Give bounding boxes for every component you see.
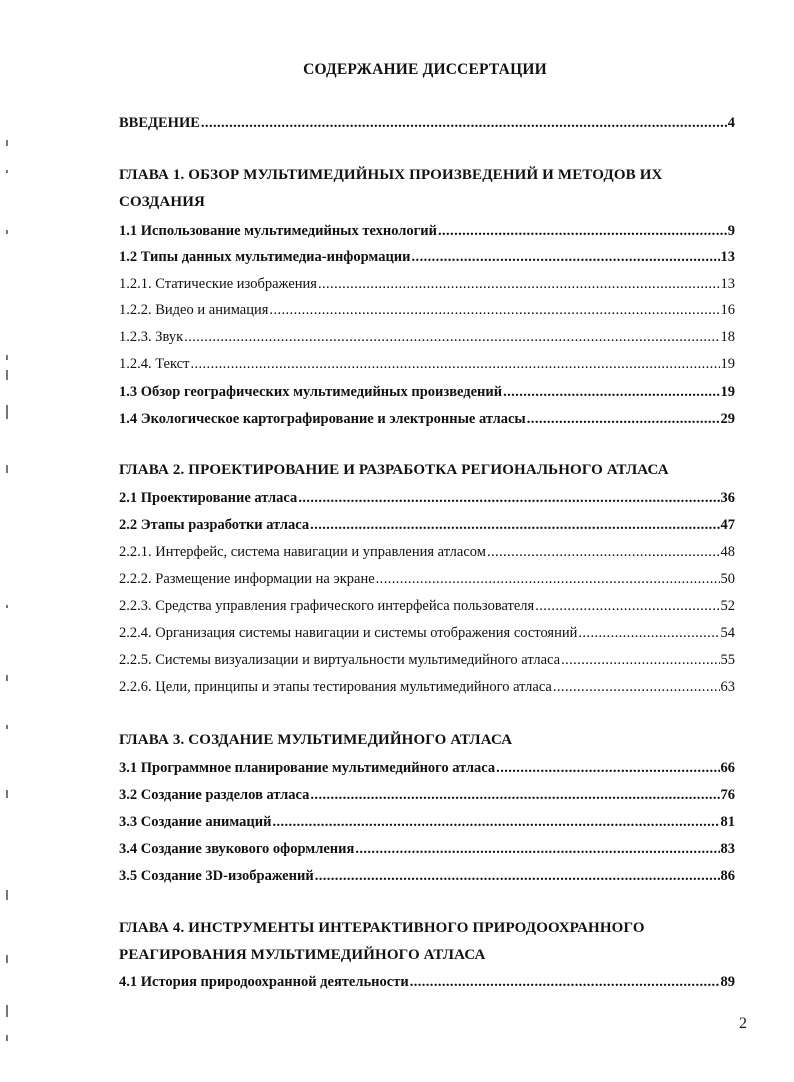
toc-entry-label: 2.2.1. Интерфейс, система навигации и управления атласом	[119, 544, 486, 560]
toc-entry-2-2-3[interactable]	[119, 597, 735, 615]
toc-entry-label: 3.5 Создание 3D-изображений	[119, 868, 314, 884]
scan-edge-marks	[6, 130, 14, 1060]
leader-dots	[561, 651, 719, 669]
toc-entry-label: 1.2 Типы данных мультимедиа-информации	[119, 249, 411, 265]
leader-dots	[438, 222, 727, 240]
toc-entry-2-2-4[interactable]	[119, 624, 735, 642]
toc-entry-label: 1.2.4. Текст	[119, 356, 190, 372]
toc-entry-page: 48	[720, 544, 735, 560]
leader-dots	[184, 328, 719, 346]
page-number: 2	[739, 1015, 747, 1032]
page-title: СОДЕРЖАНИЕ ДИССЕРТАЦИИ	[303, 61, 547, 78]
toc-entry-page: 81	[720, 814, 735, 830]
toc-entry-page: 66	[720, 760, 735, 776]
toc-entry-2-1[interactable]	[119, 489, 735, 507]
toc-entry-3-4[interactable]	[119, 840, 735, 858]
toc-entry-3-1[interactable]	[119, 759, 735, 777]
toc-entry-page: 52	[720, 598, 735, 614]
toc-entry-page: 47	[720, 517, 735, 533]
leader-dots	[201, 114, 727, 132]
toc-entry-page: 55	[720, 652, 735, 668]
toc-entry-2-2-1[interactable]	[119, 543, 735, 561]
leader-dots	[355, 840, 719, 858]
leader-dots	[318, 275, 720, 293]
chapter-2-title: ГЛАВА 2. ПРОЕКТИРОВАНИЕ И РАЗРАБОТКА РЕГИОНАЛЬНОГО АТЛАСА	[119, 462, 669, 478]
toc-entry-1-2-1[interactable]	[119, 275, 735, 293]
leader-dots	[190, 355, 719, 373]
leader-dots	[298, 489, 719, 507]
toc-entry-label: 1.4 Экологическое картографирование и электронные атласы	[119, 411, 526, 427]
toc-entry-label: ВВЕДЕНИЕ	[119, 115, 200, 131]
toc-entry-3-2[interactable]	[119, 786, 735, 804]
chapter-1-title: ГЛАВА 1. ОБЗОР МУЛЬТИМЕДИЙНЫХ ПРОИЗВЕДЕНИЙ И МЕТОДОВ ИХ	[119, 167, 663, 183]
leader-dots	[553, 678, 720, 696]
leader-dots	[503, 383, 719, 401]
leader-dots	[376, 570, 720, 588]
toc-entry-label: 3.2 Создание разделов атласа	[119, 787, 310, 803]
toc-entry-label: 3.1 Программное планирование мультимедийного атласа	[119, 760, 496, 776]
toc-entry-3-3[interactable]	[119, 813, 735, 831]
toc-entry-page: 18	[720, 329, 735, 345]
toc-entry-page: 16	[720, 302, 735, 318]
toc-entry-page: 36	[720, 490, 735, 506]
toc-entry-1-4[interactable]	[119, 410, 735, 428]
leader-dots	[487, 543, 720, 561]
toc-entry-label: 2.1 Проектирование атласа	[119, 490, 298, 506]
leader-dots	[527, 410, 720, 428]
leader-dots	[535, 597, 719, 615]
toc-entry-label: 2.2.2. Размещение информации на экране	[119, 571, 375, 587]
toc-entry-1-3[interactable]	[119, 383, 735, 401]
toc-entry-3-5[interactable]	[119, 867, 735, 885]
toc-entry-page: 86	[720, 868, 735, 884]
leader-dots	[315, 867, 720, 885]
chapter-4-heading	[119, 915, 739, 969]
toc-entry-page: 54	[720, 625, 735, 641]
leader-dots	[310, 516, 719, 534]
toc-entry-page: 76	[720, 787, 735, 803]
toc-entry-page: 19	[720, 384, 735, 400]
toc-entry-label: 1.2.3. Звук	[119, 329, 184, 345]
toc-entry-1-2-2[interactable]	[119, 301, 735, 319]
toc-entry-page: 89	[720, 974, 735, 990]
leader-dots	[272, 813, 719, 831]
toc-entry-label: 1.3 Обзор географических мультимедийных произведений	[119, 384, 503, 400]
toc-entry-page: 50	[720, 571, 735, 587]
toc-entry-1-1[interactable]	[119, 222, 735, 240]
toc-entry-label: 2.2.4. Организация системы навигации и системы отображения состояний	[119, 625, 578, 641]
toc-entry-label: 2.2 Этапы разработки атласа	[119, 517, 310, 533]
chapter-4-title: ГЛАВА 4. ИНСТРУМЕНТЫ ИНТЕРАКТИВНОГО ПРИРОДООХРАННОГО	[119, 920, 645, 936]
chapter-3-heading	[119, 727, 739, 754]
leader-dots	[310, 786, 719, 804]
chapter-4-title-continued: РЕАГИРОВАНИЯ МУЛЬТИМЕДИЙНОГО АТЛАСА	[119, 947, 486, 963]
toc-entry-2-2-5[interactable]	[119, 651, 735, 669]
toc-entry-2-2-6[interactable]	[119, 678, 735, 696]
toc-entry-label: 1.2.2. Видео и анимация	[119, 302, 269, 318]
toc-entry-label: 2.2.6. Цели, принципы и этапы тестирования мультимедийного атласа	[119, 679, 552, 695]
leader-dots	[496, 759, 719, 777]
toc-entry-2-2-2[interactable]	[119, 570, 735, 588]
toc-entry-page: 4	[727, 115, 735, 131]
toc-entry-label: 2.2.3. Средства управления графического интерфейса пользователя	[119, 598, 535, 614]
toc-entry-label: 3.3 Создание анимаций	[119, 814, 272, 830]
chapter-2-heading	[119, 457, 739, 484]
toc-entry-label: 3.4 Создание звукового оформления	[119, 841, 355, 857]
toc-entry-page: 13	[720, 249, 735, 265]
toc-entry-2-2[interactable]	[119, 516, 735, 534]
toc-entry-page: 83	[720, 841, 735, 857]
leader-dots	[410, 973, 720, 991]
chapter-1-title-continued: СОЗДАНИЯ	[119, 194, 206, 210]
toc-entry-label: 4.1 История природоохранной деятельности	[119, 974, 409, 990]
leader-dots	[269, 301, 719, 319]
toc-entry-label: 1.2.1. Статические изображения	[119, 276, 317, 292]
toc-entry-label: 1.1 Использование мультимедийных технологий	[119, 223, 437, 239]
leader-dots	[412, 248, 720, 266]
toc-entry-intro[interactable]	[119, 114, 735, 132]
toc-entry-1-2-3[interactable]	[119, 328, 735, 346]
toc-entry-page: 13	[720, 276, 735, 292]
toc-entry-4-1[interactable]	[119, 973, 735, 991]
chapter-3-title: ГЛАВА 3. СОЗДАНИЕ МУЛЬТИМЕДИЙНОГО АТЛАСА	[119, 732, 513, 748]
toc-entry-page: 9	[727, 223, 735, 239]
leader-dots	[578, 624, 719, 642]
toc-entry-page: 63	[720, 679, 735, 695]
toc-entry-page: 29	[720, 411, 735, 427]
toc-entry-page: 19	[720, 356, 735, 372]
chapter-1-heading	[119, 162, 739, 216]
toc-entry-label: 2.2.5. Системы визуализации и виртуальности мультимедийного атласа	[119, 652, 561, 668]
toc-entry-1-2[interactable]	[119, 248, 735, 266]
toc-entry-1-2-4[interactable]	[119, 355, 735, 373]
